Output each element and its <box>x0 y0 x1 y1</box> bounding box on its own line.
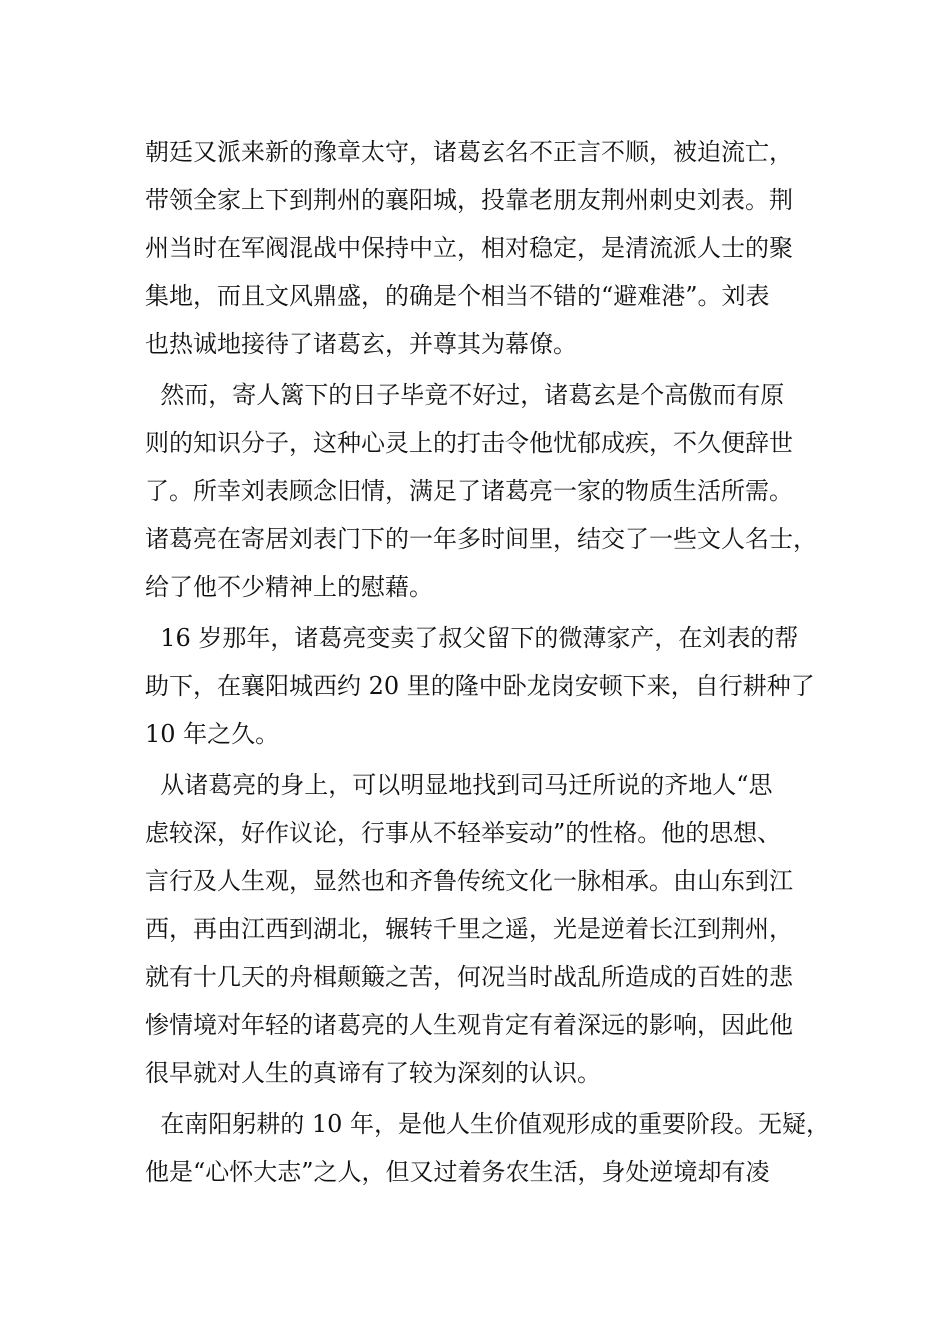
text-line: 在南阳躬耕的 10 年，是他人生价值观形成的重要阶段。无疑， <box>145 1110 831 1138</box>
paragraph <box>145 614 825 758</box>
text-line: 州当时在军阀混战中保持中立，相对稳定，是清流派人士的聚 <box>145 234 793 262</box>
text-line: 助下，在襄阳城西约 20 里的隆中卧龙岗安顿下来，自行耕种了 <box>145 672 815 700</box>
text-line: 了。所幸刘表顾念旧情，满足了诸葛亮一家的物质生活所需。 <box>145 477 793 505</box>
text-line: 集地，而且文风鼎盛，的确是个相当不错的“避难港”。刘表 <box>145 282 770 310</box>
document-body <box>145 128 831 1196</box>
text-line: 虑较深，好作议论，行事从不轻举妄动”的性格。他的思想、 <box>145 819 782 847</box>
text-line: 就有十几天的舟楫颠簸之苦，何况当时战乱所造成的百姓的悲 <box>145 963 793 991</box>
text-line: 西，再由江西到湖北，辗转千里之遥，光是逆着长江到荆州， <box>145 915 793 943</box>
text-line: 16 岁那年，诸葛亮变卖了叔父留下的微薄家产，在刘表的帮 <box>145 624 799 652</box>
text-line: 给了他不少精神上的慰藉。 <box>145 573 433 601</box>
text-line: 则的知识分子，这种心灵上的打击令他忧郁成疾，不久便辞世 <box>145 429 793 457</box>
text-line: 10 年之久。 <box>145 720 280 748</box>
paragraph <box>145 371 825 611</box>
text-line: 带领全家上下到荆州的襄阳城，投靠老朋友荆州刺史刘表。荆 <box>145 186 793 214</box>
text-line: 他是“心怀大志”之人，但又过着务农生活，身处逆境却有凌 <box>145 1158 770 1186</box>
paragraph <box>145 761 825 1097</box>
paragraph <box>145 128 825 368</box>
text-line: 很早就对人生的真谛有了较为深刻的认识。 <box>145 1059 601 1087</box>
text-line: 诸葛亮在寄居刘表门下的一年多时间里，结交了一些文人名士， <box>145 525 817 553</box>
text-line: 然而，寄人篱下的日子毕竟不好过，诸葛玄是个高傲而有原 <box>145 381 785 409</box>
text-line: 从诸葛亮的身上，可以明显地找到司马迁所说的齐地人“思 <box>145 771 773 799</box>
paragraph <box>145 1100 831 1196</box>
text-line: 言行及人生观，显然也和齐鲁传统文化一脉相承。由山东到江 <box>145 867 793 895</box>
text-line: 朝廷又派来新的豫章太守，诸葛玄名不正言不顺，被迫流亡， <box>145 138 793 166</box>
text-line: 也热诚地接待了诸葛玄，并尊其为幕僚。 <box>145 330 577 358</box>
text-line: 惨情境对年轻的诸葛亮的人生观肯定有着深远的影响，因此他 <box>145 1011 793 1039</box>
